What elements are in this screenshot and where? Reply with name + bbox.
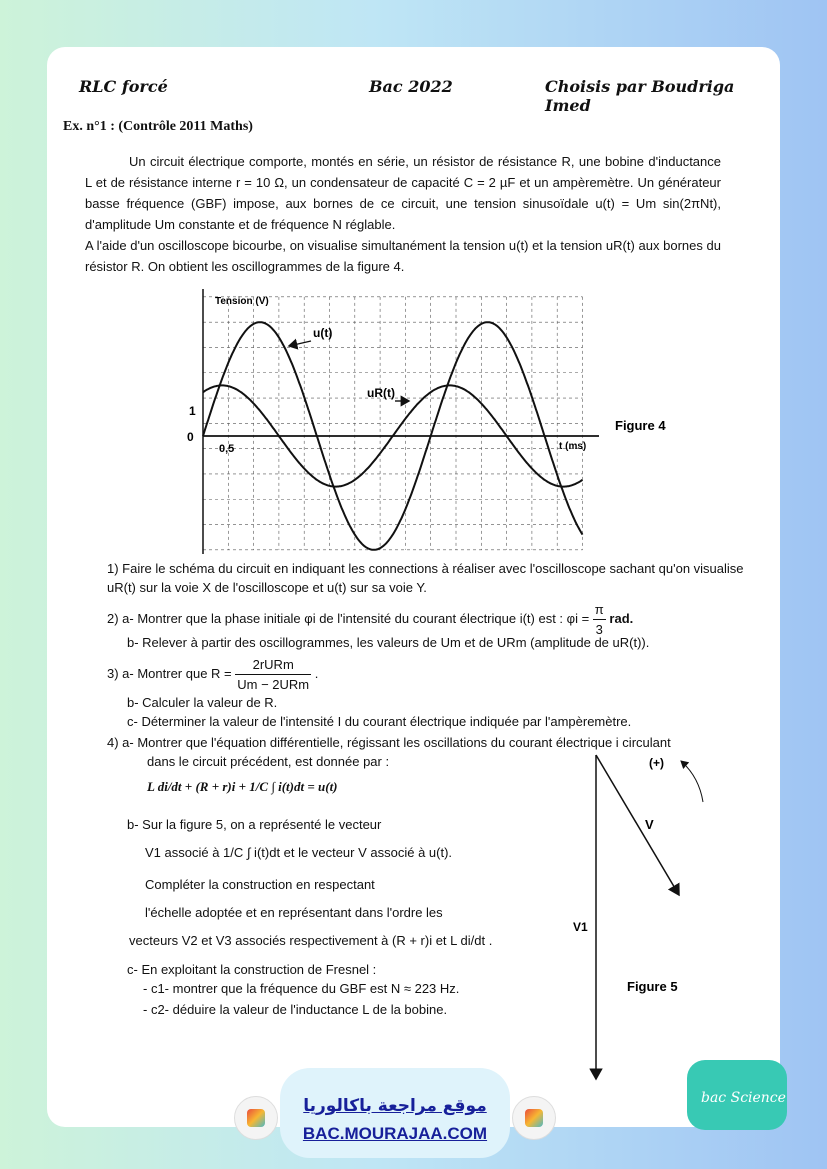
differential-equation: L di/dt + (R + r)i + 1/C ∫ i(t)dt = u(t) xyxy=(147,779,338,794)
question-3a xyxy=(107,655,318,694)
r-denominator: Um − 2URm xyxy=(237,677,310,692)
bac-science-badge xyxy=(683,1050,801,1140)
question-2b: b- Relever à partir des oscillogrammes, les valeurs de Um et de URm (amplitude de uR(t)). xyxy=(127,635,650,650)
intro-paragraph-1: Un circuit électrique comporte, montés en série, un résistor de résistance R, une bobine d'inductance L et de résistance interne r = 10 Ω, un condensateur de capacité C = 2 µF et un ampèremètre. Un générateur basse fréquence (GBF) impose, aux bornes de ce circuit, une tension sinusoïdale u(t) = Um sin(2πNt), d'amplitude Um constante et de fréquence N réglable. xyxy=(85,154,721,232)
badge-text: bac Science xyxy=(701,1090,786,1106)
question-2a-text: 2) a- Montrer que la phase initiale φi de l'intensité du courant électrique i(t) est : φi = xyxy=(107,610,590,626)
y-axis-label: Tension (V) xyxy=(215,296,269,307)
origin-label: 0 xyxy=(187,430,194,444)
legend-uR: uR(t) xyxy=(367,386,395,400)
figure-4-caption: Figure 4 xyxy=(615,418,666,433)
r-numerator: 2rURm xyxy=(235,655,311,675)
right-logo-icon xyxy=(512,1096,556,1140)
legend-u: u(t) xyxy=(313,326,333,340)
footer-banner[interactable] xyxy=(280,1068,510,1158)
label-v: V xyxy=(645,817,654,832)
question-3a-text: 3) a- Montrer que R = xyxy=(107,665,232,681)
r-fraction xyxy=(235,655,311,694)
x-axis-label: t (ms) xyxy=(559,441,587,452)
question-4b-line-4: l'échelle adoptée et en représentant dans l'ordre les xyxy=(145,905,443,920)
question-4b-line-2: V1 associé à 1/C ∫ i(t)dt et le vecteur V associé à u(t). xyxy=(145,845,453,860)
question-4b-line-3: Compléter la construction en respectant xyxy=(145,877,375,892)
question-3a-end: . xyxy=(314,665,319,681)
question-3b: b- Calculer la valeur de R. xyxy=(127,695,278,710)
x-tick-label: 0,5 xyxy=(219,443,235,455)
question-4b-line-1: b- Sur la figure 5, on a représenté le vecteur xyxy=(127,817,382,832)
vector-v xyxy=(596,755,679,895)
footer-arabic-link[interactable]: موقع مراجعة باكالوريا xyxy=(303,1096,487,1116)
question-4a-line-2: dans le circuit précédent, est donnée par : xyxy=(147,754,390,769)
question-1: 1) Faire le schéma du circuit en indiquant les connections à réaliser avec l'oscilloscope sachant qu'on visualise uR(t) sur la voie X de l'oscilloscope et u(t) sur sa voie Y. xyxy=(107,561,744,595)
figure-4-chart xyxy=(147,279,737,564)
exam-page xyxy=(47,47,780,1127)
arrow-u xyxy=(289,341,311,346)
y-tick-label: 1 xyxy=(189,404,196,418)
intro-paragraph-2: A l'aide d'un oscilloscope bicourbe, on visualise simultanément la tension u(t) et la tension uR(t) aux bornes du résistor R. On obtient les oscillogrammes de la figure 4. xyxy=(85,238,721,274)
header-author: Choisis par Boudriga Imed xyxy=(545,77,735,115)
header-topic: RLC forcé xyxy=(79,77,168,96)
phase-numerator: π xyxy=(593,600,606,620)
plus-sign: (+) xyxy=(649,756,664,770)
question-4b-line-5: vecteurs V2 et V3 associés respectivement à (R + r)i et L di/dt . xyxy=(129,933,493,948)
question-4c: c- En exploitant la construction de Fresnel : xyxy=(127,962,377,977)
question-3c: c- Déterminer la valeur de l'intensité I du courant électrique indiquée par l'ampèremètre. xyxy=(127,714,632,729)
rotation-arrow xyxy=(681,761,703,802)
question-4a-line-1: 4) a- Montrer que l'équation différentielle, régissant les oscillations du courant électrique i circulant xyxy=(107,735,671,750)
question-4c1: - c1- montrer que la fréquence du GBF est N ≈ 223 Hz. xyxy=(143,981,460,996)
header-year: Bac 2022 xyxy=(369,77,453,96)
left-logo-icon xyxy=(234,1096,278,1140)
intro-text xyxy=(85,151,721,277)
figure-5-fresnel xyxy=(573,747,777,1087)
phase-unit: rad. xyxy=(609,610,634,626)
chart-grid xyxy=(203,297,583,550)
question-4c2: - c2- déduire la valeur de l'inductance L de la bobine. xyxy=(143,1002,448,1017)
exercise-title: Ex. n°1 : (Contrôle 2011 Maths) xyxy=(63,119,253,134)
figure-5-caption: Figure 5 xyxy=(627,979,678,994)
label-v1: V1 xyxy=(573,920,588,934)
phase-denominator: 3 xyxy=(595,622,603,637)
footer-site-link[interactable]: BAC.MOURAJAA.COM xyxy=(302,1124,488,1143)
